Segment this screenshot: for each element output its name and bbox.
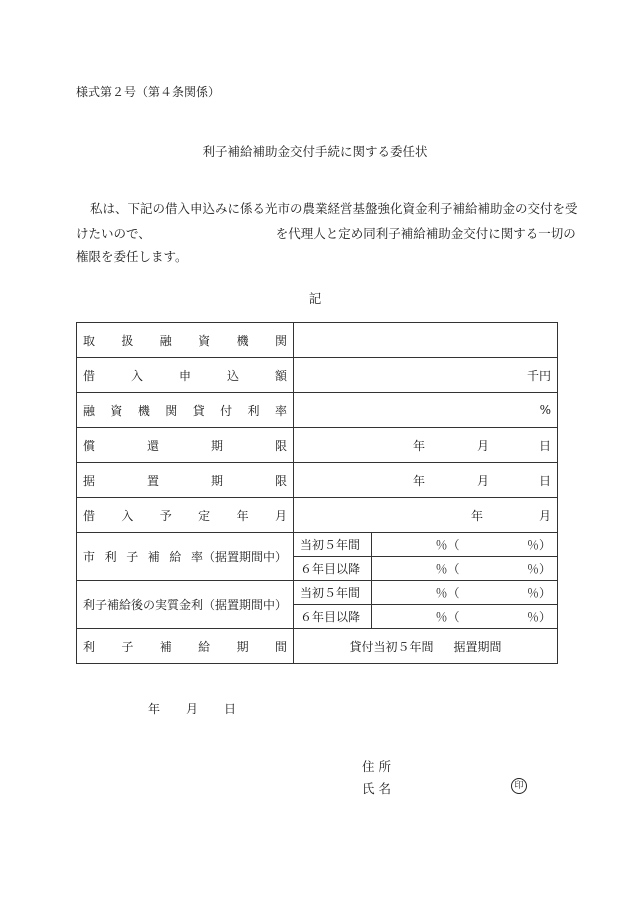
label-char: 市	[83, 550, 96, 564]
table-row	[77, 629, 558, 664]
label-char: 期	[236, 639, 249, 654]
date-day: 日	[224, 702, 237, 716]
signature-date	[148, 700, 236, 717]
sub-label-first-5: 当初５年間	[294, 533, 372, 557]
label-char: 額	[274, 368, 287, 383]
label-char: 機	[236, 333, 249, 348]
label-char: 込	[226, 368, 239, 383]
label-char: 給	[198, 639, 211, 654]
unit-year: 年	[470, 508, 483, 523]
unit-year: 年	[412, 473, 425, 488]
label-char: 予	[159, 508, 172, 523]
details-table	[76, 322, 558, 664]
label-char: 月	[274, 508, 287, 523]
label-char: 申	[178, 368, 191, 383]
label-char: 年	[236, 508, 249, 523]
label-char: 給	[169, 550, 182, 564]
label-char: 貸	[192, 403, 205, 418]
pct-open: ％（	[435, 586, 460, 600]
label-effective-rate: 利子補給後の実質金利（据置期間中）	[77, 581, 294, 629]
address-label: 住 所	[362, 759, 391, 774]
label-repayment-deadline	[77, 428, 294, 463]
label-char: 付	[220, 403, 233, 418]
body-line-2	[76, 224, 576, 242]
label-char: 限	[274, 438, 287, 453]
date-year: 年	[148, 702, 161, 716]
label-char: 関	[165, 403, 178, 418]
label-planned-borrowing	[77, 498, 294, 533]
effective-rate-first5-field[interactable]	[372, 581, 558, 605]
label-char: 還	[146, 438, 159, 453]
date-month: 月	[186, 702, 199, 716]
planned-borrowing-field[interactable]	[294, 498, 558, 533]
subsidy-period-field[interactable]	[294, 629, 558, 664]
unit-month: 月	[538, 508, 551, 523]
effective-rate-after6-field[interactable]	[372, 605, 558, 629]
label-char: 率（据置期間中）	[190, 550, 287, 564]
seal-mark-icon: 印	[511, 778, 527, 794]
body-line-2-a: けたいので、	[76, 226, 151, 241]
table-row	[77, 323, 558, 358]
label-char: 扱	[121, 333, 134, 348]
label-char: 資	[110, 403, 123, 418]
pct-close: ％）	[527, 562, 552, 576]
unit-month: 月	[476, 473, 489, 488]
label-char: 補	[147, 550, 160, 564]
ki-heading: 記	[308, 291, 322, 306]
unit-day: 日	[538, 473, 551, 488]
label-char: 率	[274, 403, 287, 418]
label-char: 借	[83, 368, 96, 383]
label-char: 子	[121, 639, 134, 654]
label-char: 定	[198, 508, 211, 523]
label-char: 期	[210, 438, 223, 453]
label-char: 関	[274, 333, 287, 348]
lender-field[interactable]	[294, 323, 558, 358]
pct-open: ％（	[435, 610, 460, 624]
label-grace-deadline	[77, 463, 294, 498]
body-line-1-text: 私は、下記の借入申込みに係る光市の農業経営基盤強化資金利子補給補助金の交付を受	[90, 201, 578, 216]
label-subsidy-period	[77, 629, 294, 664]
city-rate-after6-field[interactable]	[372, 557, 558, 581]
label-char: 取	[83, 333, 96, 348]
period-option-grace: 据置期間	[453, 639, 502, 654]
document-title: 利子補給補助金交付手続に関する委任状	[202, 144, 428, 159]
unit-percent: %	[539, 403, 551, 417]
table-row	[77, 393, 558, 428]
label-char: 償	[83, 438, 96, 453]
pct-open: ％（	[435, 538, 460, 552]
table-row	[77, 463, 558, 498]
label-char: 利	[83, 639, 96, 654]
table-row	[77, 358, 558, 393]
label-char: 補	[159, 639, 172, 654]
label-char: 子	[126, 550, 139, 564]
label-char: 利	[104, 550, 117, 564]
body-line-3: 権限を委任します。	[76, 249, 188, 264]
label-char: 入	[130, 368, 143, 383]
sub-label-first-5: 当初５年間	[294, 581, 372, 605]
pct-close: ％）	[527, 538, 552, 552]
label-char: 資	[198, 333, 211, 348]
label-lender	[77, 323, 294, 358]
label-char: 借	[83, 508, 96, 523]
label-char: 置	[146, 473, 159, 488]
loan-amount-field[interactable]	[294, 358, 558, 393]
table-row	[77, 581, 558, 605]
label-char: 入	[121, 508, 134, 523]
name-label: 氏 名	[362, 781, 391, 796]
city-rate-first5-field[interactable]	[372, 533, 558, 557]
interest-rate-field[interactable]	[294, 393, 558, 428]
sub-label-after-6: ６年目以降	[294, 557, 372, 581]
pct-open: ％（	[435, 562, 460, 576]
unit-thousand-yen: 千円	[526, 368, 551, 383]
label-loan-amount	[77, 358, 294, 393]
label-char: 利	[247, 403, 260, 418]
form-number: 様式第２号（第４条関係）	[76, 85, 221, 99]
label-char: 据	[83, 473, 96, 488]
pct-close: ％）	[527, 586, 552, 600]
unit-day: 日	[538, 438, 551, 453]
pct-close: ％）	[527, 610, 552, 624]
label-char: 融	[159, 333, 172, 348]
grace-deadline-field[interactable]	[294, 463, 558, 498]
label-char: 期	[210, 473, 223, 488]
label-char: 限	[274, 473, 287, 488]
label-interest-rate	[77, 393, 294, 428]
label-char: 間	[274, 639, 287, 654]
label-city-subsidy-rate	[77, 533, 294, 581]
sub-label-after-6: ６年目以降	[294, 605, 372, 629]
table-row	[77, 428, 558, 463]
unit-year: 年	[412, 438, 425, 453]
body-line-2-b: を代理人と定め同利子補給補助金交付に関する一切の	[275, 226, 576, 241]
body-line-1	[76, 199, 578, 217]
unit-month: 月	[476, 438, 489, 453]
table-row	[77, 498, 558, 533]
repayment-deadline-field[interactable]	[294, 428, 558, 463]
table-row	[77, 533, 558, 557]
label-char: 融	[83, 403, 96, 418]
label-char: 機	[137, 403, 150, 418]
period-option-first5: 貸付当初５年間	[349, 639, 434, 654]
